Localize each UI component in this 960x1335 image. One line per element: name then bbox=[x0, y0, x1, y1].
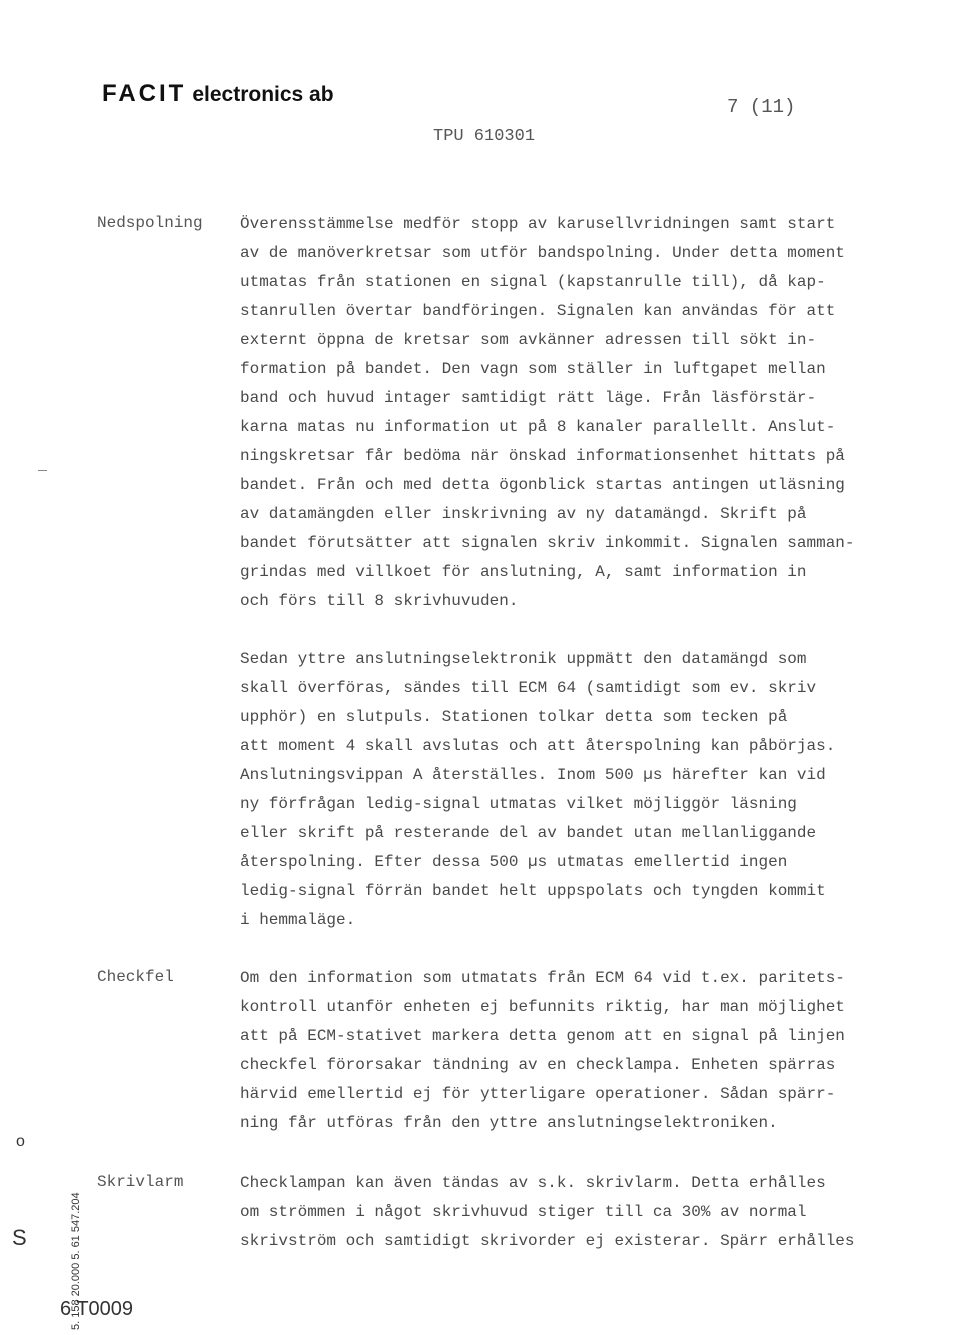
text-line: externt öppna de kretsar som avkänner adressen till sökt in- bbox=[240, 331, 817, 349]
logo-rest: electronics ab bbox=[192, 83, 334, 106]
text-line: Om den information som utmatats från ECM 64 vid t.ex. paritets- bbox=[240, 969, 845, 987]
text-line: formation på bandet. Den vagn som ställer in luftgapet mellan bbox=[240, 360, 826, 378]
section-label-skrivlarm: Skrivlarm bbox=[97, 1173, 184, 1191]
text-line: ny förfrågan ledig-signal utmatas vilket möjliggör läsning bbox=[240, 795, 797, 813]
margin-mark-o: o bbox=[16, 1133, 25, 1150]
text-line: ledig-signal förrän bandet helt uppspolats och tyngden kommit bbox=[240, 882, 826, 900]
text-line: Överensstämmelse medför stopp av karusellvridningen samt start bbox=[240, 215, 836, 233]
text-line: kontroll utanför enheten ej befunnits riktig, har man möjlighet bbox=[240, 998, 845, 1016]
text-line: Checklampan kan även tändas av s.k. skrivlarm. Detta erhålles bbox=[240, 1174, 826, 1192]
vertical-print-code: 5. 158 20.000 5. 61 547.204 bbox=[70, 1192, 82, 1330]
text-line: Sedan yttre anslutningselektronik uppmätt den datamängd som bbox=[240, 650, 807, 668]
text-line: eller skrift på resterande del av bandet utan mellanliggande bbox=[240, 824, 817, 842]
text-line: upphör) en slutpuls. Stationen tolkar detta som tecken på bbox=[240, 708, 788, 726]
section-label-nedspolning: Nedspolning bbox=[97, 214, 203, 232]
text-line: ningskretsar får bedöma när önskad informationsenhet hittats på bbox=[240, 447, 845, 465]
text-line: bandet. Från och med detta ögonblick startas antingen utläsning bbox=[240, 476, 845, 494]
text-line: ning får utföras från den yttre anslutningselektroniken. bbox=[240, 1114, 778, 1132]
text-line: att moment 4 skall avslutas och att återspolning kan påbörjas. bbox=[240, 737, 836, 755]
text-line: skall överföras, sändes till ECM 64 (samtidigt som ev. skriv bbox=[240, 679, 817, 697]
company-logo bbox=[102, 80, 334, 108]
text-line: utmatas från stationen en signal (kapstanrulle till), då kap- bbox=[240, 273, 826, 291]
paragraph-nedspolning-1 bbox=[240, 210, 855, 616]
document-id: TPU 610301 bbox=[433, 127, 536, 146]
text-line: band och huvud intager samtidigt rätt läge. Från läsförstär- bbox=[240, 389, 817, 407]
text-line: bandet förutsätter att signalen skriv inkommit. Signalen samman- bbox=[240, 534, 855, 552]
margin-tick bbox=[38, 470, 47, 471]
text-line: av de manöverkretsar som utför bandspolning. Under detta moment bbox=[240, 244, 845, 262]
form-code: 6 T0009 bbox=[60, 1298, 134, 1320]
text-line: grindas med villkoet för anslutning, A, samt information in bbox=[240, 563, 807, 581]
text-line: och förs till 8 skrivhuvuden. bbox=[240, 592, 519, 610]
text-line: i hemmaläge. bbox=[240, 911, 356, 929]
text-line: karna matas nu information ut på 8 kanaler parallellt. Anslut- bbox=[240, 418, 836, 436]
paragraph-skrivlarm bbox=[240, 1169, 855, 1256]
margin-mark-s: S bbox=[12, 1225, 27, 1250]
page-number: 7 (11) bbox=[727, 96, 796, 118]
text-line: Anslutningsvippan A återställes. Inom 500 µs härefter kan vid bbox=[240, 766, 826, 784]
section-label-checkfel: Checkfel bbox=[97, 968, 174, 986]
text-line: checkfel förorsakar tändning av en checklampa. Enheten spärras bbox=[240, 1056, 836, 1074]
text-line: återspolning. Efter dessa 500 µs utmatas emellertid ingen bbox=[240, 853, 788, 871]
text-line: om strömmen i något skrivhuvud stiger till ca 30% av normal bbox=[240, 1203, 807, 1221]
text-line: att på ECM-stativet markera detta genom att en signal på linjen bbox=[240, 1027, 845, 1045]
paragraph-checkfel bbox=[240, 964, 845, 1138]
logo-brand: FACIT bbox=[102, 80, 187, 107]
text-line: stanrullen övertar bandföringen. Signalen kan användas för att bbox=[240, 302, 836, 320]
paragraph-nedspolning-2 bbox=[240, 645, 835, 935]
text-line: skrivström och samtidigt skrivorder ej existerar. Spärr erhålles bbox=[240, 1232, 855, 1250]
text-line: av datamängden eller inskrivning av ny datamängd. Skrift på bbox=[240, 505, 807, 523]
text-line: härvid emellertid ej för ytterligare operationer. Sådan spärr- bbox=[240, 1085, 836, 1103]
